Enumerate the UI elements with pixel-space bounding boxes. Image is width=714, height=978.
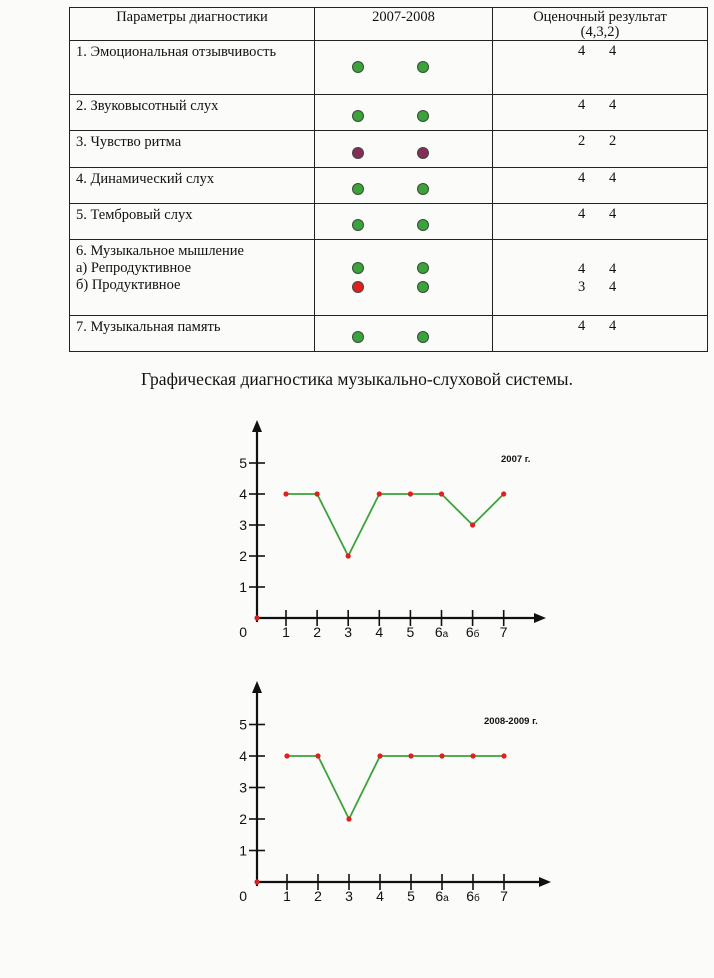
- score-value: 4: [609, 318, 617, 334]
- chart-2-y-tick-label: 3: [239, 779, 247, 796]
- chart-2-x-tick-label: 2: [314, 888, 322, 904]
- chart-1-y-tick-label: 1: [239, 579, 247, 595]
- param-label: б) Продуктивное: [76, 277, 181, 293]
- chart-2-data-point: [315, 753, 320, 758]
- chart-2-x-tick-label: 1: [283, 888, 291, 904]
- chart-2-x-tick-label: 5: [407, 888, 415, 904]
- chart-1-x-tick-label: 5: [406, 624, 415, 640]
- chart-caption: Графическая диагностика музыкально-слуховой системы.: [141, 369, 573, 389]
- chart-2-data-point: [470, 753, 475, 758]
- chart-1-x-tick-label: 4: [375, 624, 384, 640]
- chart-2-data-point: [284, 753, 289, 758]
- header-score-line2: (4,3,2): [580, 24, 620, 40]
- score-value: 4: [578, 261, 586, 277]
- chart-1-x-arrow-icon: [534, 613, 546, 623]
- chart-2-data-point: [439, 753, 444, 758]
- chart-2-x-arrow-icon: [539, 877, 551, 887]
- chart-2-y-arrow-icon: [252, 681, 262, 693]
- chart-2-x-tick-label: 7: [500, 888, 508, 904]
- score-value: 4: [578, 170, 586, 186]
- chart-2-series-line: [287, 756, 504, 819]
- param-label: 2. Звуковысотный слух: [76, 98, 219, 114]
- chart-1-y-tick-label: 2: [239, 548, 247, 564]
- chart-1-data-point: [346, 553, 351, 558]
- score-value: 2: [578, 133, 586, 149]
- param-label: 5. Тембровый слух: [76, 207, 193, 223]
- chart-1-x-tick-label: 1: [282, 624, 290, 640]
- chart-2-x-tick-label: 6б: [466, 888, 480, 904]
- param-label: 1. Эмоциональная отзывчивость: [76, 44, 277, 60]
- param-label: а) Репродуктивное: [76, 260, 192, 276]
- chart-1-x-tick-label: 7: [499, 624, 508, 640]
- score-value: 2: [609, 133, 617, 149]
- chart-2-origin-label: 0: [239, 888, 247, 904]
- score-value: 4: [609, 206, 617, 222]
- chart-1-origin-label: 0: [239, 624, 247, 640]
- param-label: 7. Музыкальная память: [76, 319, 221, 335]
- chart-1-data-point: [470, 522, 475, 527]
- score-value: 4: [578, 206, 586, 222]
- param-label: 4. Динамический слух: [76, 171, 215, 187]
- chart-1-data-point: [315, 491, 320, 496]
- score-value: 4: [609, 97, 617, 113]
- chart-1-x-tick-label: 3: [344, 624, 353, 640]
- score-value: 4: [578, 318, 586, 334]
- chart-1-data-point: [377, 491, 382, 496]
- chart-1-origin-point: [254, 615, 259, 620]
- score-value: 4: [609, 279, 617, 295]
- chart-1-data-point: [283, 491, 288, 496]
- chart-2-origin-point: [254, 879, 259, 884]
- score-value: 4: [578, 97, 586, 113]
- score-value: 4: [609, 170, 617, 186]
- chart-1-data-point: [439, 491, 444, 496]
- header-years: 2007-2008: [315, 8, 493, 41]
- chart-1-x-tick-label: 6а: [434, 624, 449, 640]
- chart-2-x-tick-label: 6а: [435, 888, 449, 904]
- chart-2-y-tick-label: 4: [239, 748, 247, 764]
- chart-1-y-tick-label: 5: [239, 455, 247, 471]
- header-score-line1: Оценочный результат: [533, 9, 667, 25]
- param-label: 6. Музыкальное мышление: [76, 243, 244, 259]
- chart-1-y-arrow-icon: [252, 420, 262, 432]
- chart-2-x-tick-label: 3: [345, 888, 353, 904]
- chart-1-data-point: [501, 491, 506, 496]
- chart-1-y-tick-label: 3: [239, 517, 247, 533]
- chart-1-title: 2007 г.: [501, 454, 531, 465]
- chart-2-x-tick-label: 4: [376, 888, 384, 904]
- chart-2-data-point: [501, 753, 506, 758]
- score-value: 4: [578, 43, 586, 59]
- header-param: Параметры диагностики: [70, 8, 315, 41]
- chart-2-data-point: [377, 753, 382, 758]
- chart-2-title: 2008-2009 г.: [484, 716, 538, 727]
- chart-2-y-tick-label: 5: [239, 716, 247, 733]
- score-value: 3: [578, 279, 586, 295]
- chart-2-y-tick-label: 1: [239, 842, 247, 859]
- param-label: 3. Чувство ритма: [76, 134, 182, 150]
- chart-1-y-tick-label: 4: [239, 486, 247, 502]
- score-value: 4: [609, 43, 617, 59]
- chart-2-y-tick-label: 2: [239, 811, 247, 827]
- chart-1-x-tick-label: 2: [313, 624, 321, 640]
- chart-1-x-tick-label: 6б: [465, 624, 480, 640]
- score-value: 4: [609, 261, 617, 277]
- chart-2-data-point: [408, 753, 413, 758]
- chart-1-data-point: [408, 491, 413, 496]
- chart-2-data-point: [346, 816, 351, 821]
